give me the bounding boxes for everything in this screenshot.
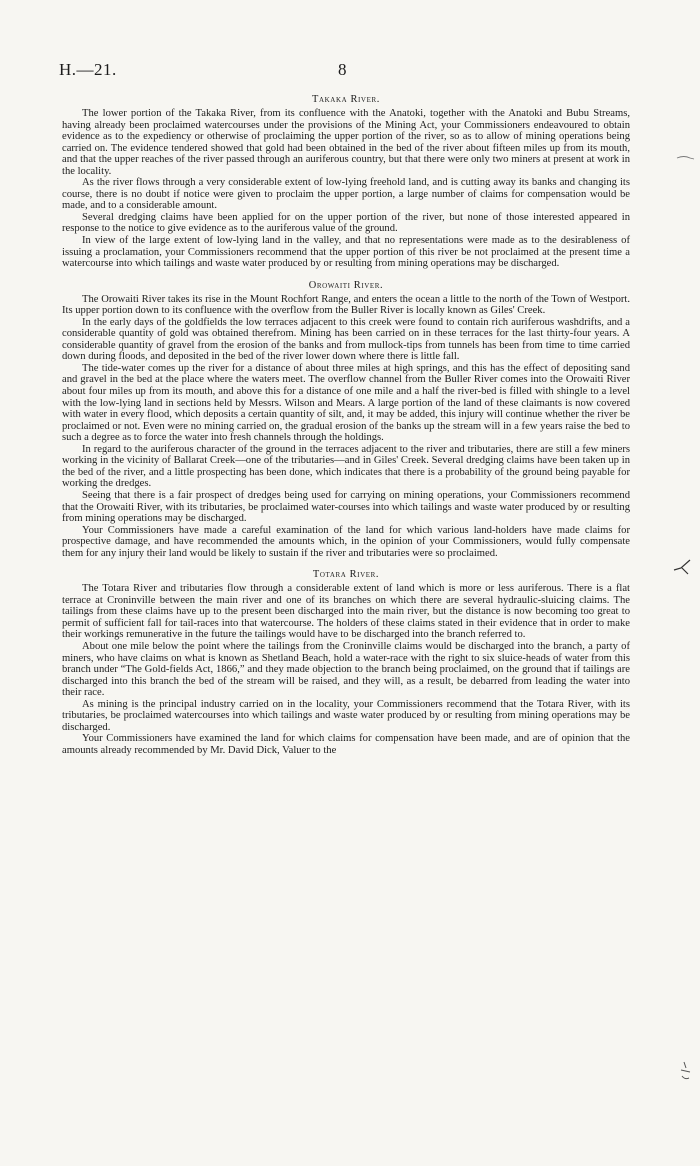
- margin-pencil-mark: [676, 1060, 694, 1084]
- paragraph: About one mile below the point where the tailings from the Croninville claims would be discharged into the branch, a party of miners, who have claims on what is known as Shetland Beach, hold a water-race with the right to six sluice-heads of water from this branch under “The Gold-fields Act, 1866,” and they made objection to the branch being proclaimed, on the ground that if tailings are discharged into this branch the bed of the stream will be raised, and they will, as a result, be debarred from leading the water into their race.: [62, 640, 630, 699]
- document-page: [59, 60, 630, 756]
- paragraph: In the early days of the goldfields the low terraces adjacent to this creek were found to contain rich auriferous washdrifts, and a considerable quantity of gold was obtained therefrom. Mining has been carried on in these terraces for the last thirty-four years. A considerable quantity of gravel from the erosion of the banks and from mullock-tips from tunnels has been from time to time carried down during floods, and deposited in the bed of the river lower down where there is little fall.: [62, 316, 630, 363]
- paragraph: Seeing that there is a fair prospect of dredges being used for carrying on mining operations, your Commissioners recommend that the Orowaiti River, with its tributaries, be proclaimed water-courses into which tailings and waste water produced by or resulting from mining operations may be discharged.: [62, 489, 630, 525]
- page-number: 8: [338, 60, 347, 79]
- document-reference: H.—21.: [59, 60, 117, 79]
- running-header: [59, 60, 630, 82]
- paragraph: The lower portion of the Takaka River, from its confluence with the Anatoki, together with the Anatoki and Bubu Streams, having already been proclaimed watercourses under the provisions of the Mining Act, your Commissioners endeavoured to obtain evidence as to the expediency or otherwise of proclaiming the upper portion of the river, so as to allow of mining operations being carried on. The evidence tendered showed that gold had been obtained in the bed of the river about fifteen miles up from its mouth, and that the upper reaches of the river passed through an auriferous country, but that there were only two miners at present at work in the locality.: [62, 108, 630, 177]
- section-heading-totara: Totara River.: [312, 569, 380, 581]
- section-heading-takaka: Takaka River.: [312, 94, 380, 105]
- paragraph: In view of the large extent of low-lying land in the valley, and that no representations were made as to the desirableness of issuing a proclamation, your Commissioners recommend that the upper portion of this river be not proclaimed at the present time a watercourse into which tailings and waste water produced by or resulting from mining operations may be discharged.: [62, 235, 630, 270]
- paragraph: The Orowaiti River takes its rise in the Mount Rochfort Range, and enters the ocean a little to the north of the Town of Westport. Its upper portion down to its confluence with the overflow from the Buller River is locally known as Giles' Creek.: [62, 293, 630, 317]
- paragraph: Several dredging claims have been applied for on the upper portion of the river, but none of those interested appeared in response to the notice to give evidence as to the auriferous value of the ground.: [62, 211, 630, 235]
- paragraph: The Totara River and tributaries flow through a considerable extent of land which is more or less auriferous. There is a flat terrace at Croninville between the main river and one of its branches on which there are several hydraulic-sluicing claims. The tailings from these claims have up to the present been discharged into the main river, but the distance is now becoming too great to permit of sufficient fall for tail-races into that watercourse. The holders of these claims stated in their evidence that in order to make their workings remunerative in the future the tailings would have to be discharged into the branch referred to.: [62, 583, 630, 641]
- paragraph: The tide-water comes up the river for a distance of about three miles at high springs, and this has the effect of depositing sand and gravel in the bed at the place where the waters meet. The overflow channel from the Buller River comes into the Orowaiti River about four miles up from its mouth, and above this for a distance of one mile and a half the river-bed is filled with shingle to a level with the low-lying land in sections held by Messrs. Wilson and Mears. A large portion of the land of these claimants is now covered with water in every flood, which deposits a certain quantity of silt, and, it may be added, this injury will continue whether the river be proclaimed or not. Even were no mining carried on, the gradual erosion of the banks up the stream will in a few years raise the bed to such a degree as to force the water into fresh channels through the holdings.: [62, 362, 630, 444]
- paragraph: In regard to the auriferous character of the ground in the terraces adjacent to the river and tributaries, there are still a few miners working in the vicinity of Ballarat Creek—one of the tributaries—and in Giles' Creek. Several dredging claims have been taken up in the bed of the river, and a little prospecting has been done, which indicates that there is a probability of the ground being payable for working the dredges.: [62, 443, 630, 490]
- paragraph: Your Commissioners have made a careful examination of the land for which various land-holders have made claims for prospective damage, and have recommended the amounts which, in the opinion of your Commissioners, would fully compensate them for any injury their land would be likely to sustain if the river and tributaries were so proclaimed.: [62, 524, 630, 559]
- margin-pencil-mark: [676, 152, 696, 164]
- paragraph: As mining is the principal industry carried on in the locality, your Commissioners recommend that the Totara River, with its tributaries, be proclaimed watercourses into which tailings and waste water produced by or resulting from mining operations may be discharged.: [62, 698, 630, 733]
- paragraph: As the river flows through a very considerable extent of low-lying freehold land, and is cutting away its banks and changing its course, there is no doubt if notice were given to proclaim the upper portion, a large number of claims for compensation would be made, and to a considerable amount.: [62, 177, 630, 212]
- margin-tick-mark: [672, 556, 696, 578]
- paragraph: Your Commissioners have examined the land for which claims for compensation have been made, and are of opinion that the amounts already recommended by Mr. David Dick, Valuer to the: [62, 733, 630, 756]
- section-heading-orowaiti: Orowaiti River.: [308, 279, 384, 291]
